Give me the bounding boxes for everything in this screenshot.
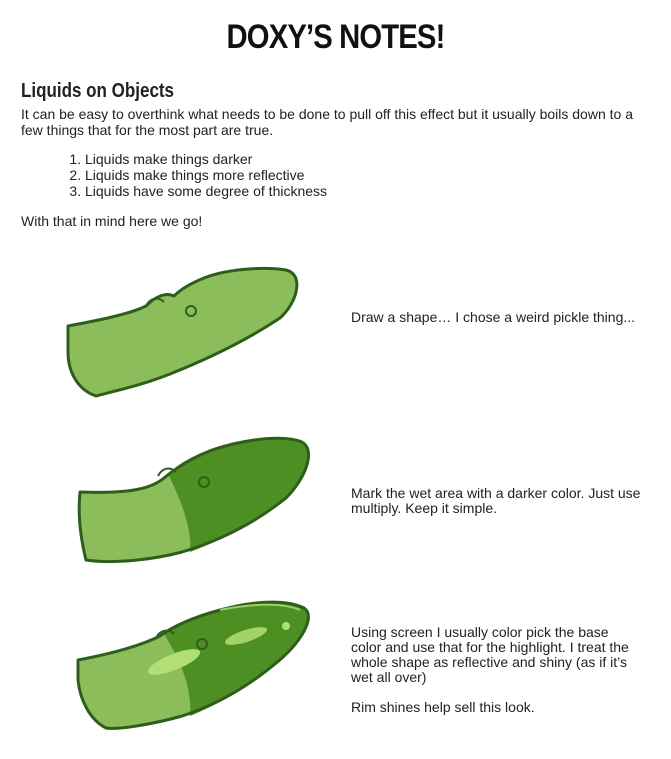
step-2-description: Mark the wet area with a darker color. Just use multiply. Keep it simple. (351, 485, 641, 516)
step-3-note: Rim shines help sell this look. (351, 699, 535, 715)
section-heading: Liquids on Objects (21, 80, 175, 102)
step-3-text (351, 625, 641, 715)
step-2-text (351, 486, 641, 516)
list-item: 2. Liquids make things more reflective (85, 167, 327, 183)
list-item: 1. Liquids make things darker (85, 151, 327, 167)
pickle-illustration-highlight (70, 600, 320, 735)
pickle-illustration-base (60, 262, 310, 402)
intro-paragraph: It can be easy to overthink what needs to be done to pull off this effect but it usually boils down to a few things that for the most part are true. (21, 106, 633, 138)
outro-text: With that in mind here we go! (21, 213, 203, 229)
step-1-description: Draw a shape… I chose a weird pickle thing... (351, 309, 636, 325)
pickle-illustration-wet (72, 436, 322, 571)
rules-list (70, 151, 327, 199)
page-title: DOXY’S NOTES! (226, 18, 445, 56)
list-item: 3. Liquids have some degree of thickness (85, 183, 327, 199)
step-1-text (351, 310, 641, 325)
step-3-description: Using screen I usually color pick the base color and use that for the highlight. I treat the whole shape as reflective and shiny (as if it’s wet all over) (351, 624, 629, 685)
